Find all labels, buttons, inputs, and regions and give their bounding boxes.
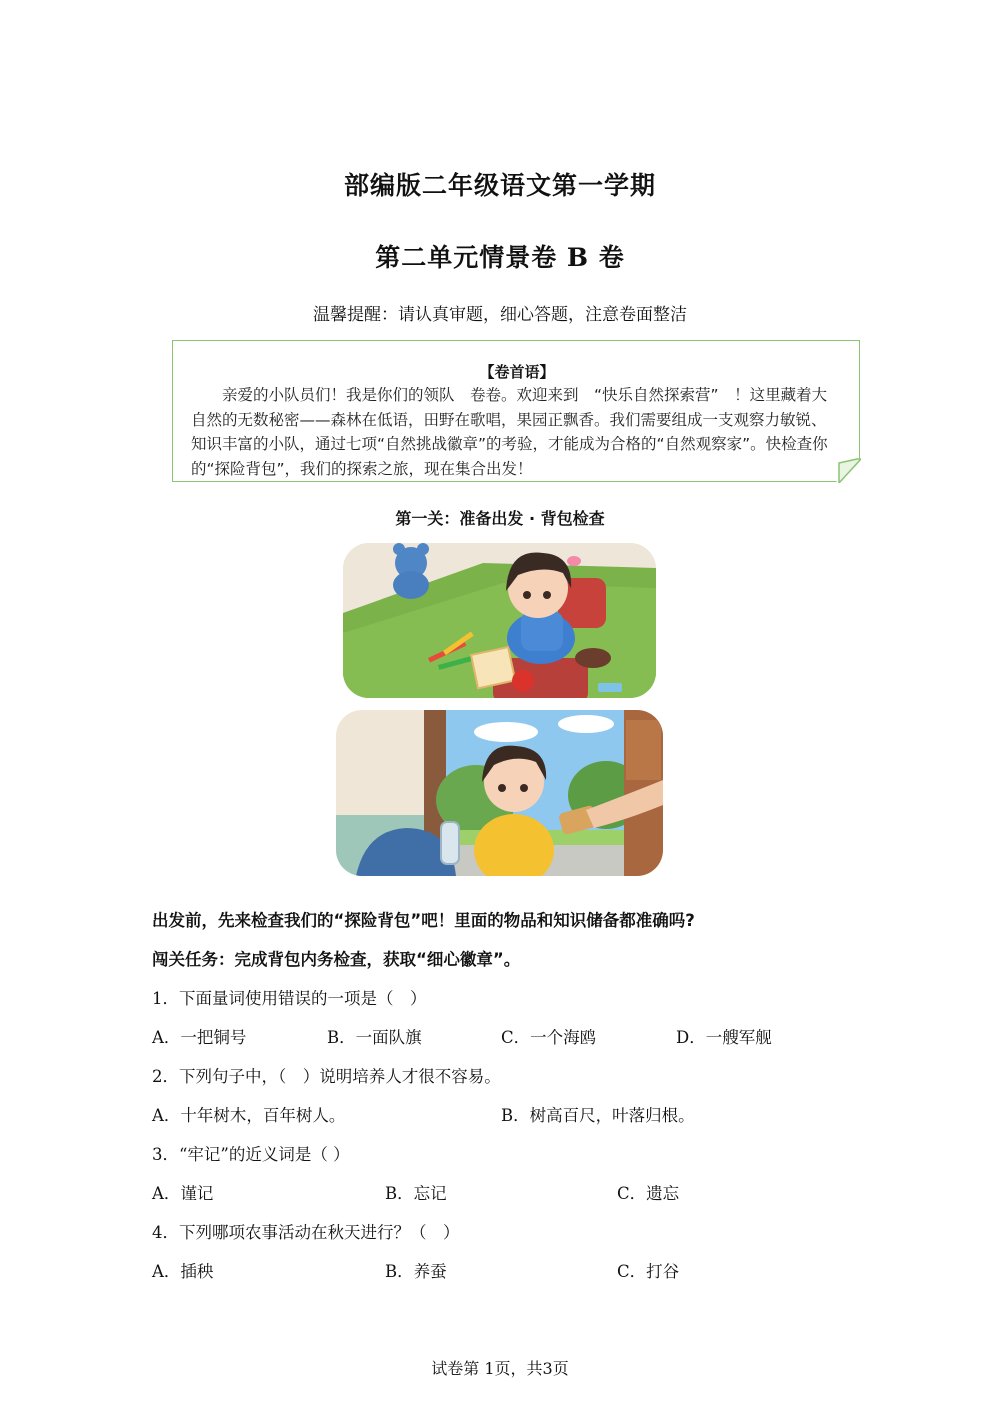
- question-4-option-c[interactable]: C．打谷: [617, 1262, 680, 1281]
- question-1-option-c[interactable]: C．一个海鸥: [501, 1028, 597, 1047]
- question-4-option-a[interactable]: A．插秧: [152, 1262, 214, 1281]
- question-1-option-a[interactable]: A．一把铜号: [152, 1028, 247, 1047]
- question-2-option-b[interactable]: B．树高百尺，叶落归根。: [501, 1106, 695, 1125]
- exam-subtitle: 第二单元情景卷 B 卷: [375, 243, 625, 272]
- girl-packing-illustration: [343, 543, 656, 698]
- section-title: 第一关：准备出发 · 背包检查: [395, 509, 605, 528]
- question-4-stem: 4．下列哪项农事活动在秋天进行？（ ）: [152, 1223, 460, 1242]
- page-footer: 试卷第 1页，共3页: [431, 1359, 569, 1378]
- question-2-option-a[interactable]: A．十年树木，百年树人。: [152, 1106, 346, 1125]
- section-lead: 出发前，先来检查我们的“探险背包”吧！里面的物品和知识储备都准确吗?: [152, 911, 695, 930]
- page-fold-icon: [835, 457, 861, 483]
- question-2-stem: 2．下列句子中，（ ）说明培养人才很不容易。: [152, 1067, 501, 1086]
- question-1-option-d[interactable]: D．一艘军舰: [676, 1028, 772, 1047]
- question-3-stem: 3．“牢记”的近义词是（ ）: [152, 1145, 350, 1164]
- section-task: 闯关任务：完成背包内务检查，获取“细心徽章”。: [152, 950, 521, 969]
- intro-text: 亲爱的小队员们！我是你们的领队 卷卷。欢迎来到 “快乐自然探索营” ！这里藏着大自然的无数秘密——森林在低语，田野在歌唱，果园正飘香。我们需要组成一支观察力敏锐、知识丰富的小队，通过七项“自然挑战徽章”的考验，才能成为合格的“自然观察家”。快检查你的“探险背包”，我们的探索之旅，现在集合出发！: [191, 386, 828, 478]
- question-4-option-b[interactable]: B．养蚕: [385, 1262, 447, 1281]
- question-3-option-c[interactable]: C．遗忘: [617, 1184, 680, 1203]
- boy-backpack-illustration: [336, 710, 663, 876]
- question-3-option-a[interactable]: A．谨记: [152, 1184, 214, 1203]
- question-3-option-b[interactable]: B．忘记: [385, 1184, 447, 1203]
- exam-title: 部编版二年级语文第一学期: [343, 171, 656, 200]
- question-1-stem: 1．下面量词使用错误的一项是（ ）: [152, 989, 427, 1008]
- intro-heading: 【卷首语】: [479, 363, 555, 381]
- question-1-option-b[interactable]: B．一面队旗: [327, 1028, 422, 1047]
- intro-box: [172, 340, 860, 482]
- reminder-text: 温馨提醒：请认真审题，细心答题，注意卷面整洁: [313, 305, 687, 325]
